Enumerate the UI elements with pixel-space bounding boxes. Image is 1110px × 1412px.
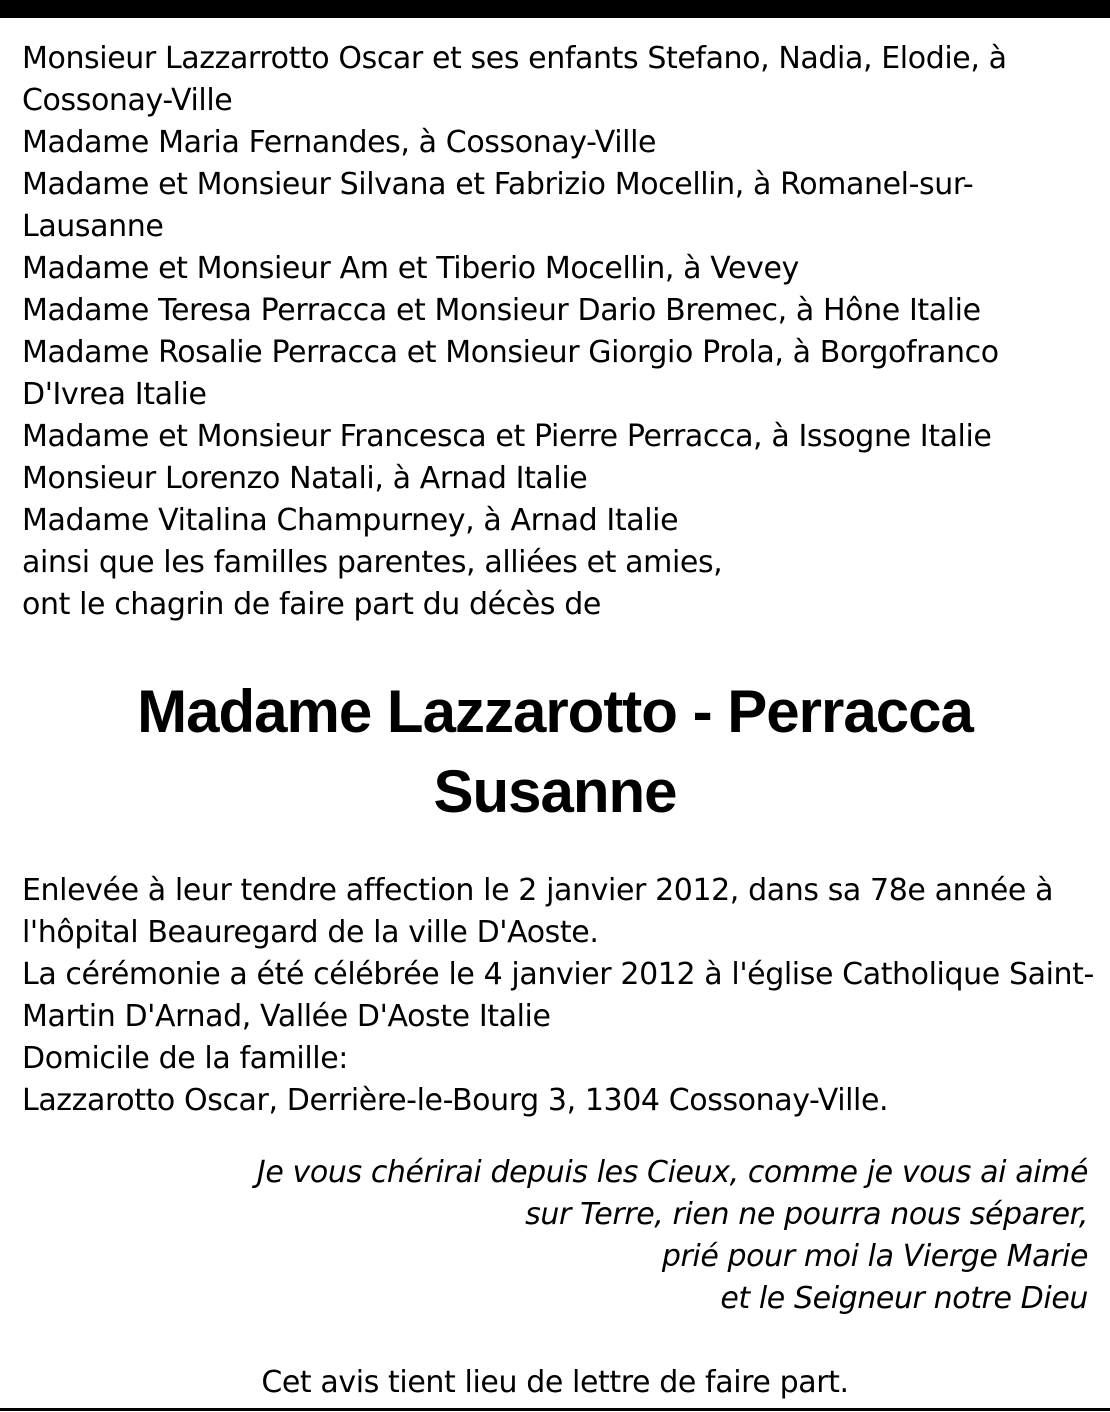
closing-note: Cet avis tient lieu de lettre de faire part. (261, 1365, 849, 1400)
intro-line: Madame et Monsieur Am et Tiberio Mocellin, à Vevey (22, 251, 799, 286)
bottom-rule (0, 1408, 1110, 1411)
poem-line: et le Seigneur notre Dieu (720, 1281, 1088, 1316)
top-rule (0, 0, 1110, 18)
details-line: Enlevée à leur tendre affection le 2 janvier 2012, dans sa 78e année à (22, 873, 1054, 908)
intro-line: Madame Rosalie Perracca et Monsieur Giorgio Prola, à Borgofranco (22, 335, 999, 370)
details-line: Lazzarotto Oscar, Derrière-le-Bourg 3, 1304 Cossonay-Ville. (22, 1083, 889, 1118)
poem-line: sur Terre, rien ne pourra nous séparer, (525, 1197, 1088, 1232)
announcement-intro (22, 38, 1088, 626)
intro-line: Cossonay-Ville (22, 83, 233, 118)
details-line: Martin D'Arnad, Vallée D'Aoste Italie (22, 999, 551, 1034)
poem-line: Je vous chérirai depuis les Cieux, comme je vous ai aimé (256, 1155, 1088, 1190)
deceased-name-line1: Madame Lazzarotto - Perracca (137, 678, 973, 745)
intro-line: Lausanne (22, 209, 164, 244)
details-line: Domicile de la famille: (22, 1041, 349, 1076)
intro-line: Monsieur Lorenzo Natali, à Arnad Italie (22, 461, 588, 496)
details-line: l'hôpital Beauregard de la ville D'Aoste. (22, 915, 599, 950)
memorial-poem (22, 1152, 1088, 1320)
intro-line: ont le chagrin de faire part du décès de (22, 587, 601, 622)
intro-line: Madame Vitalina Champurney, à Arnad Italie (22, 503, 679, 538)
intro-line: Madame Teresa Perracca et Monsieur Dario Bremec, à Hône Italie (22, 293, 981, 328)
details-line: La cérémonie a été célébrée le 4 janvier 2012 à l'église Catholique Saint- (22, 957, 1094, 992)
deceased-name (0, 672, 1110, 832)
intro-line: Madame et Monsieur Silvana et Fabrizio Mocellin, à Romanel-sur- (22, 167, 974, 202)
intro-line: Monsieur Lazzarrotto Oscar et ses enfants Stefano, Nadia, Elodie, à (22, 41, 1007, 76)
intro-line: ainsi que les familles parentes, alliées et amies, (22, 545, 723, 580)
announcement-details (22, 870, 1094, 1122)
poem-line: prié pour moi la Vierge Marie (661, 1239, 1088, 1274)
intro-line: Madame Maria Fernandes, à Cossonay-Ville (22, 125, 657, 160)
intro-line: D'Ivrea Italie (22, 377, 207, 412)
deceased-name-line2: Susanne (433, 758, 677, 825)
intro-line: Madame et Monsieur Francesca et Pierre Perracca, à Issogne Italie (22, 419, 992, 454)
